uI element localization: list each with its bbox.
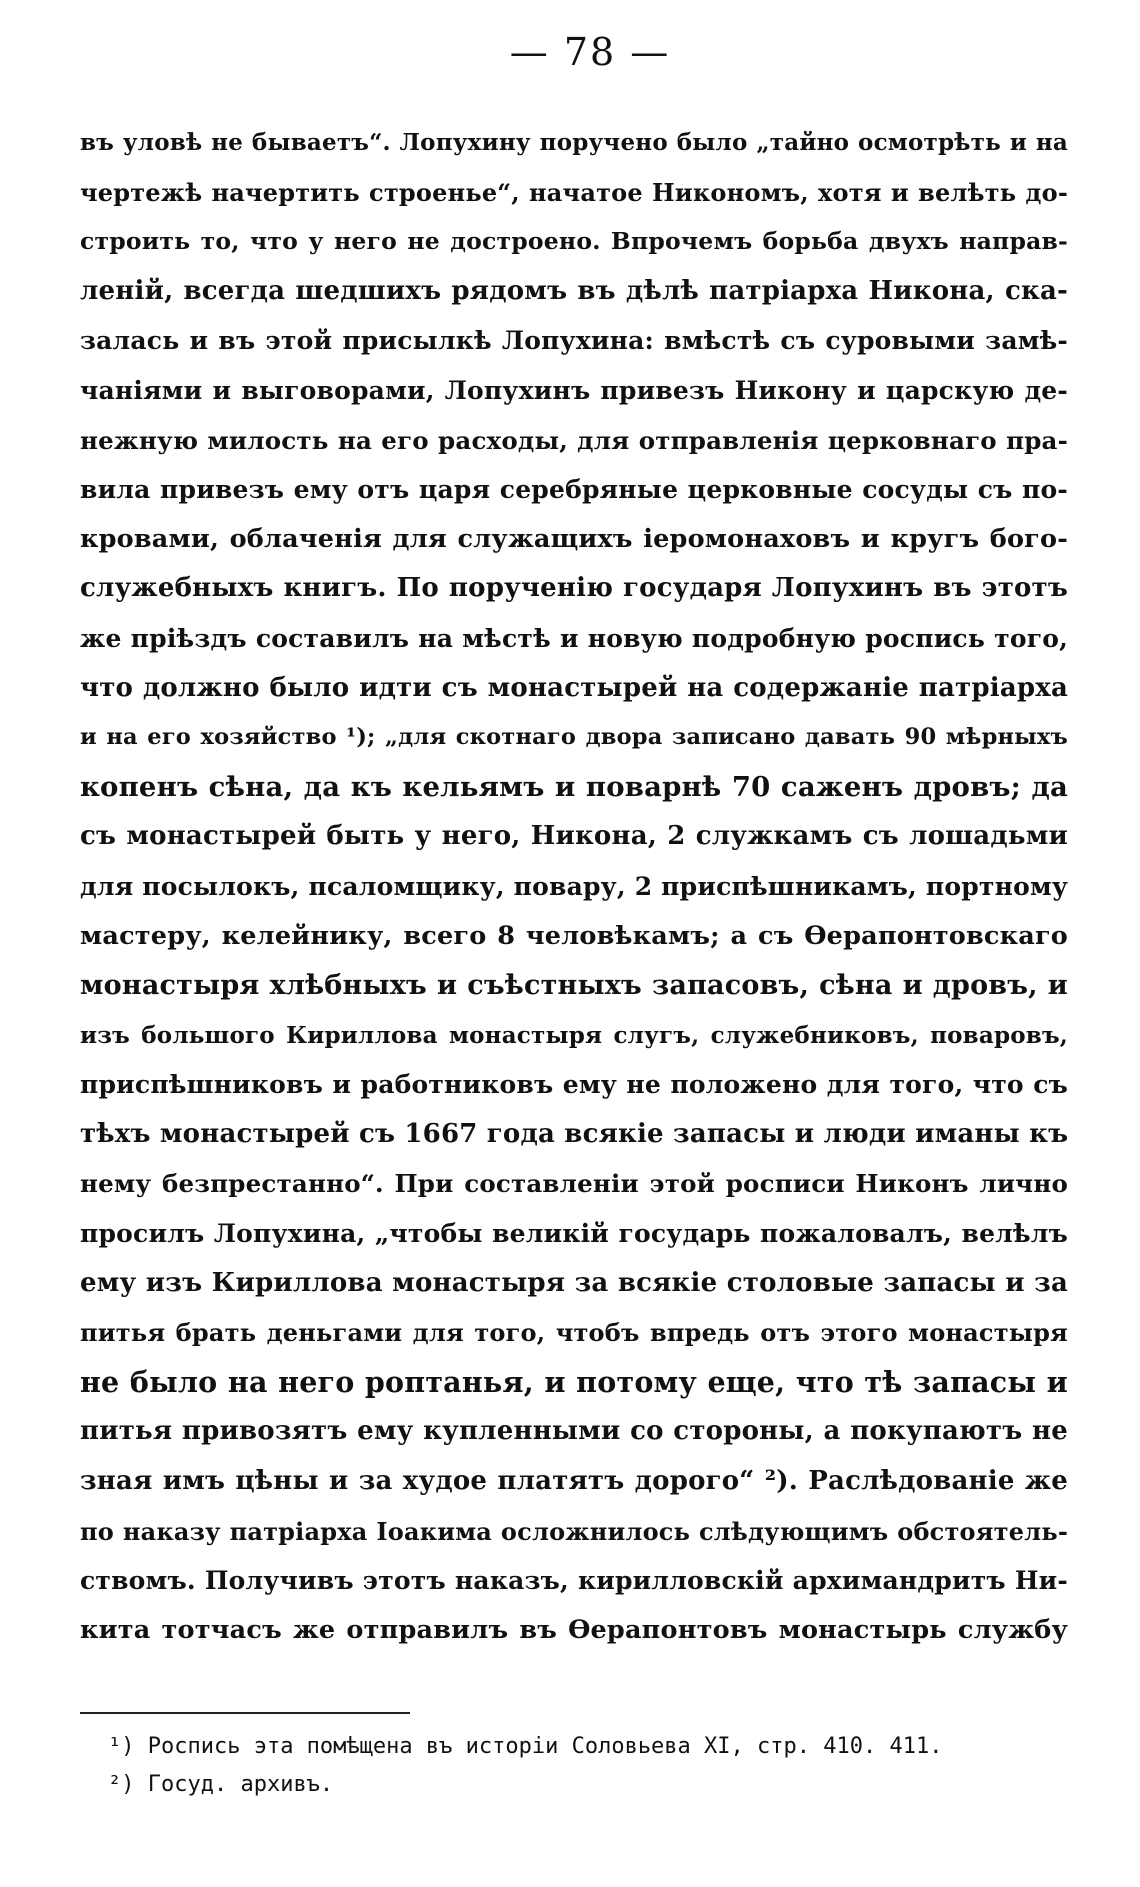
- footnote-text: Роспись эта помѣщена въ исторіи Соловьева XI, стр. 410. 411.: [134, 1734, 943, 1759]
- text-line: нежную милость на его расходы, для отправленія церковнаго пра-: [80, 425, 1068, 455]
- text-line: вила привезъ ему отъ царя серебряные церковные сосуды съ по-: [80, 475, 1068, 505]
- footnote-divider: [80, 1712, 410, 1714]
- text-line: копенъ сѣна, да къ кельямъ и поварнѣ 70 саженъ дровъ; да: [80, 770, 1068, 803]
- text-line: чаніями и выговорами, Лопухинъ привезъ Никону и царскую де-: [80, 375, 1068, 405]
- body-text: [80, 118, 1068, 1655]
- text-line: съ монастырей быть у него, Никона, 2 служкамъ съ лошадьми: [80, 821, 1068, 852]
- footnote-text: Госуд. архивъ.: [134, 1772, 334, 1797]
- text-line: питья привозятъ ему купленными со стороны, а покупаютъ не: [80, 1416, 1068, 1447]
- text-line: ему изъ Кириллова монастыря за всякіе столовые запасы и за: [80, 1267, 1068, 1298]
- text-line: строить то, что у него не достроено. Впрочемъ борьба двухъ направ-: [80, 227, 1068, 256]
- text-line: и на его хозяйство ¹); „для скотнаго двора записано давать 90 мѣрныхъ: [80, 724, 1068, 751]
- text-line: мастеру, келейнику, всего 8 человѣкамъ; а съ Ѳерапонтовскаго: [80, 920, 1068, 951]
- text-line: кровами, облаченія для служащихъ іеромонаховъ и кругъ богo-: [80, 523, 1068, 554]
- footnote-2: [108, 1766, 1028, 1804]
- text-line: для посылокъ, псаломщику, повару, 2 приспѣшникамъ, портному: [80, 871, 1068, 901]
- text-line: что должно было идти съ монастырей на содержаніе патріарха: [80, 672, 1068, 703]
- text-line: ствомъ. Получивъ этотъ наказъ, кирилловскій архимандритъ Ни-: [80, 1566, 1068, 1596]
- page-number: — 78 —: [509, 30, 671, 74]
- footnotes: [108, 1728, 1028, 1804]
- text-line: монастыря хлѣбныхъ и съѣстныхъ запасовъ, сѣна и дровъ, и: [80, 970, 1068, 1002]
- text-line: просилъ Лопухина, „чтобы великій государь пожаловалъ, велѣлъ: [80, 1219, 1068, 1249]
- text-line: нему безпрестанно“. При составленіи этой росписи Никонъ лично: [80, 1169, 1068, 1199]
- text-line: изъ большого Кириллова монастыря слугъ, служебниковъ, поваровъ,: [80, 1021, 1068, 1049]
- text-line: леній, всегда шедшихъ рядомъ въ дѣлѣ патріарха Никона, ска-: [80, 275, 1068, 306]
- text-line: тѣхъ монастырей съ 1667 года всякіе запасы и люди иманы къ: [80, 1118, 1068, 1149]
- text-line: зная имъ цѣны и за худое платятъ дорого“ ²). Раслѣдованіе же: [80, 1466, 1068, 1497]
- text-line: залась и въ этой присылкѣ Лопухина: вмѣстѣ съ суровыми замѣ-: [80, 326, 1068, 356]
- text-line: по наказу патріарха Іоакима осложнилось слѣдующимъ обстоятель-: [80, 1516, 1068, 1546]
- text-line: чертежѣ начертить строенье“, начатое Никономъ, хотя и велѣть до-: [80, 177, 1068, 207]
- text-line: служебныхъ книгъ. По порученію государя Лопухинъ въ этотъ: [80, 573, 1068, 604]
- footnote-mark: ¹): [108, 1734, 135, 1759]
- footnote-1: [108, 1728, 1028, 1766]
- text-line: въ уловѣ не бываетъ“. Лопухину поручено было „тайно осмотрѣть и на: [80, 129, 1068, 156]
- text-line: не было на него роптанья, и потому еще, что тѣ запасы и: [80, 1364, 1068, 1399]
- text-line: питья брать деньгами для того, чтобъ впредь отъ этого монастыря: [80, 1318, 1068, 1348]
- footnote-mark: ²): [108, 1772, 135, 1797]
- text-line: кита тотчасъ же отправилъ въ Ѳерапонтовъ монастырь службу: [80, 1614, 1068, 1645]
- text-line: приспѣшниковъ и работниковъ ему не положено для того, что съ: [80, 1070, 1068, 1100]
- text-line: же пріѣздъ составилъ на мѣстѣ и новую подробную роспись того,: [80, 623, 1068, 653]
